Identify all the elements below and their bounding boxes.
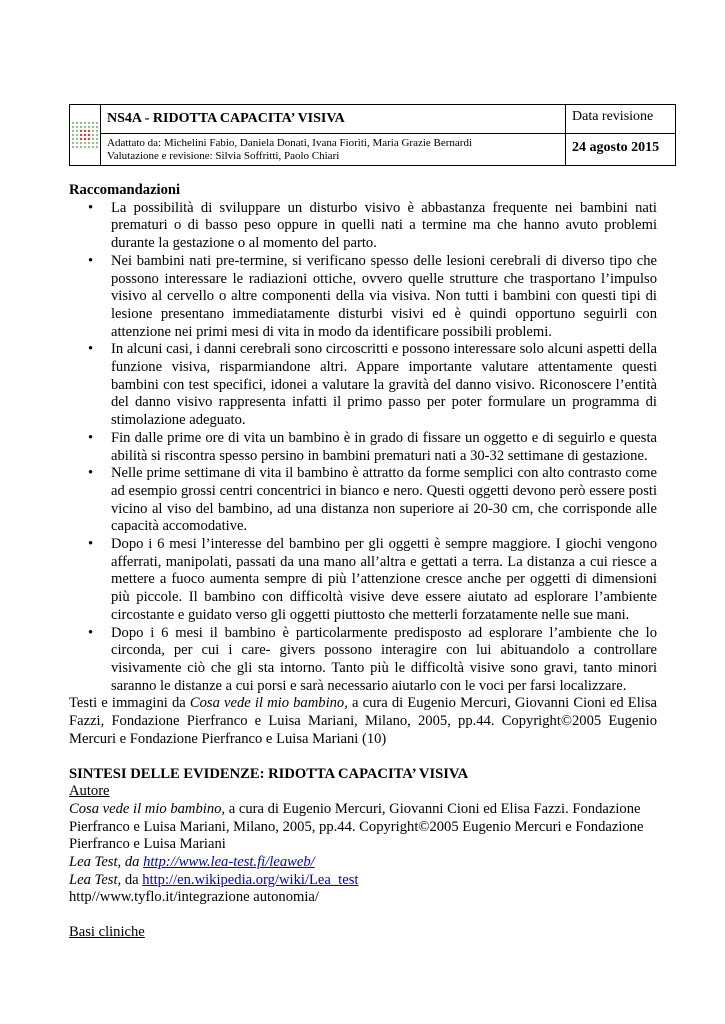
evaluation-text: Valutazione e revisione: Silvia Soffritti, Paolo Chiari <box>107 150 340 162</box>
document-body <box>69 182 657 942</box>
source-credits <box>69 695 657 748</box>
document-code-title: NS4A - RIDOTTA CAPACITA’ VISIVA <box>101 105 566 134</box>
author-heading: Autore <box>69 783 110 800</box>
reference-2-label: Lea Test, da <box>69 854 144 871</box>
credits-book-title: Cosa vede il mio bambino, <box>189 695 348 712</box>
list-item-text: Nei bambini nati pre-termine, si verificano spesso delle lesioni cerebrali di diverso tipo che possono interessare le radiazioni ottiche, ovvero quelle strutture che trasportano l’impulso visivo al cervello o altre componenti della via visiva. Non tutti i bambini con questi tipi di lesione presentano immediatamente disturbi visivi ed è quindi opportuno seguirli con attenzione nei primi mesi di vita in modo da identificare possibili problemi. <box>111 252 657 340</box>
bullet-icon: • <box>88 429 94 446</box>
list-item <box>69 200 657 253</box>
logo-cell <box>70 105 101 166</box>
list-item-text: Fin dalle prime ore di vita un bambino è in grado di fissare un oggetto e di seguirlo e questa abilità si riscontra spesso persino in bambini prematuri nati a 30-32 settimane di gestazione. <box>111 429 657 464</box>
list-item <box>69 625 657 696</box>
list-item <box>69 253 657 342</box>
lea-test-link[interactable]: http://www.lea-test.fi/leaweb/ <box>143 854 315 871</box>
reference-4: http//www.tyflo.it/integrazione autonomia/ <box>69 889 319 906</box>
list-item <box>69 341 657 430</box>
clinical-basis-heading: Basi cliniche <box>69 924 145 941</box>
bullet-icon: • <box>88 252 94 269</box>
recommendations-title: Raccomandazioni <box>69 182 181 198</box>
revision-date-value: 24 agosto 2015 <box>566 134 676 166</box>
wikipedia-link[interactable]: http://en.wikipedia.org/wiki/Lea_test <box>142 871 359 888</box>
authors-cell <box>101 134 566 166</box>
revision-date-label: Data revisione <box>566 105 676 134</box>
reference-3-label: Lea Test, <box>69 871 125 888</box>
list-item <box>69 430 657 465</box>
list-item <box>69 536 657 625</box>
list-item-text: In alcuni casi, i danni cerebrali sono circoscritti e possono interessare solo alcuni aspetti della funzione visiva, risparmiandone altri. Appare importante valutare attentamente questi bambini con test specifici, idonei a valutare la gravità del danno visivo. Riconoscere l’entità del danno visivo rappresenta infatti il primo passo per poter formulare un programma di stimolazione adeguato. <box>111 341 657 429</box>
adapted-from-text: Adattato da: Michelini Fabio, Daniela Donati, Ivana Fioriti, Maria Grazie Bernardi <box>107 137 473 149</box>
bullet-icon: • <box>88 465 94 482</box>
recommendations-list <box>69 200 657 696</box>
logo-grid-icon <box>70 120 100 150</box>
bullet-icon: • <box>88 199 94 216</box>
reference-1-book: Cosa vede il mio bambino, <box>69 800 226 817</box>
document-header-table <box>69 104 676 166</box>
list-item <box>69 465 657 536</box>
credits-prefix: Testi e immagini da <box>69 695 190 712</box>
reference-1-rest: a cura di Eugenio Mercuri, Giovanni Cioni ed Elisa Fazzi. Fondazione Pierfranco e Luisa Mariani, Milano, 2005, pp.44. Copyright©2005 Eugenio Mercuri e Fondazione Pierfranco e Luisa Mariani <box>69 800 644 853</box>
reference-3-mid: da <box>124 871 143 888</box>
reference-3 <box>69 872 657 890</box>
bullet-icon: • <box>88 624 94 641</box>
reference-1 <box>69 801 657 854</box>
evidence-title: SINTESI DELLE EVIDENZE: RIDOTTA CAPACITA’ VISIVA <box>69 765 469 782</box>
list-item-text: Nelle prime settimane di vita il bambino è attratto da forme semplici con alto contrasto come ad esempio grossi centri concentrici in bianco e nero. Questi oggetti devono però essere posti vicino al viso del bambino, ad una distanza non superiore ai 20-30 cm, che corrisponde alle capacità accomodative. <box>111 465 657 535</box>
bullet-icon: • <box>88 341 94 358</box>
reference-2 <box>69 854 657 872</box>
list-item-text: Dopo i 6 mesi il bambino è particolarmente predisposto ad esplorare l’ambiente che lo circonda, per cui i care- givers possono interagire con lui abituandolo a controllare visivamente ciò che gli sta intorno. Tanto più le difficoltà visive sono gravi, tanto minori saranno le distanze a cui porsi e sarà necessario aiutarlo con le voci per farsi localizzare. <box>111 624 657 694</box>
list-item-text: Dopo i 6 mesi l’interesse del bambino per gli oggetti è sempre maggiore. I giochi vengono afferrati, manipolati, passati da una mano all’altra e gettati a terra. La distanza a cui riesce a mettere a fuoco aumenta sempre di più l’attenzione cresce anche per oggetti di dimensioni più piccole. Il bambino con difficoltà visive deve essere aiutato ad esplorare l’ambiente circostante e guidato verso gli oggetti piuttosto che metterli forzatamente nelle sue mani. <box>111 536 657 623</box>
credits-rest: a cura di Eugenio Mercuri, Giovanni Cioni ed Elisa Fazzi, Fondazione Pierfranco e Luisa Mariani, Milano, 2005, pp.44. Copyright©2005 Eugenio Mercuri e Fondazione Pierfranco e Luisa Mariani (10) <box>69 695 657 747</box>
bullet-icon: • <box>88 536 94 553</box>
list-item-text: La possibilità di sviluppare un disturbo visivo è abbastanza frequente nei bambini nati prematuri o di basso peso oppure in quelli nati a termine ma che hanno avuto problemi durante la gestazione o al momento del parto. <box>111 199 657 252</box>
